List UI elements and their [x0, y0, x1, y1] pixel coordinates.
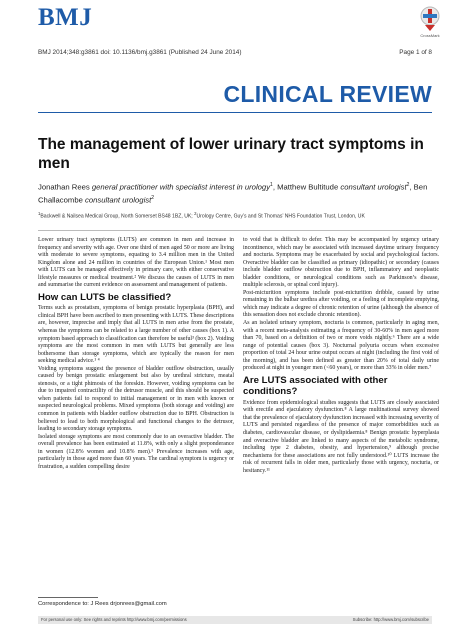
author-role: consultant urologist: [340, 182, 407, 192]
author-name: Ben Challacombe: [38, 182, 428, 205]
body-paragraph: Lower urinary tract symptoms (LUTS) are common in men and increase in frequency and severity with age. Over one third of men aged 50 or more are living with moderate to severe symptoms, equating to 3.4 million men in the United Kingdom alone and 24 million in countries of the European Union.¹ Most men with LUTS can be managed effectively in primary care, with either conservative lifestyle measures or medical treatment.² We discuss the causes of LUTS in men and summarise the current evidence on assessment and management of patients.: [38, 237, 234, 289]
article-title: The management of lower urinary tract symptoms in men: [38, 136, 424, 172]
section-divider: [38, 112, 432, 113]
body-column-right: [243, 237, 439, 475]
body-column-left: [38, 237, 234, 471]
affiliations: [38, 210, 438, 221]
author-role: general practitioner with specialist interest in urology: [91, 182, 271, 192]
article-citation[interactable]: BMJ 2014;348:g3861 doi: 10.1136/bmj.g3861 (Published 24 June 2014): [38, 49, 242, 56]
body-paragraph: As an isolated urinary symptom, nocturia is common, particularly in aging men, with a recent meta-analysis estimating a frequency of 30-60% in men aged more than 70, based on a definition of two or more voids nightly.⁶ There are a wide range of potential causes (box 3). Nocturnal polyuria occurs when excessive proportion of total 24 hour urine output occurs at night (including the first void of the morning), and has been defined as greater than 20% of total daily urine produced at night in younger men (<60 years), or more than 33% in older men.⁷: [243, 320, 439, 372]
page-number: Page 1 of 8: [399, 49, 432, 56]
permissions-link[interactable]: For personal use only: See rights and reprints http://www.bmj.com/permissions: [41, 617, 187, 622]
body-paragraph: to void that is difficult to defer. This may be accompanied by urgency urinary incontinence, which may be associated with increased daytime urinary frequency and nocturia. Symptoms may be exacerbated by social and psychological factors. Overactive bladder can be classified as primary (idiopathic) or secondary (causes include bladder outflow obstruction due to BPH, inflammatory and neoplastic bladder conditions, or neurological conditions such as Parkinson’s disease, multiple sclerosis, or spinal cord injury).: [243, 237, 439, 289]
correspondence-note[interactable]: Correspondence to: J Rees drjonrees@gmail.com: [38, 601, 167, 607]
section-heading: Are LUTS associated with other conditions?: [243, 374, 388, 398]
author-role: consultant urologist: [85, 195, 152, 205]
affiliation-divider: [38, 230, 432, 231]
crossmark-label: CrossMark: [420, 33, 440, 38]
journal-logo: BMJ: [38, 4, 93, 31]
body-paragraph: Voiding symptoms suggest the presence of bladder outflow obstruction, usually caused by benign prostatic enlargement but also by urethral stricture, meatal stenosis, or a tight phimosis of the foreskin. However, voiding symptoms can be due to impaired contractility of the detrusor muscle, and this should be suspected when patients fail to respond to initial management or in men with known or suspected neurological problems. Mixed symptoms (both storage and voiding) are common in patients with bladder outflow obstruction due to BPH. Obstruction is believed to lead to both morphological and functional changes to the detrusor, leading to secondary storage symptoms.: [38, 365, 234, 433]
body-paragraph: Evidence from epidemiological studies suggests that LUTS are closely associated with erectile and ejaculatory dysfunction.⁸ A large multinational survey showed that the prevalence of ejaculatory dysfunction increased with increasing severity of LUTS and persisted regardless of the presence of major comorbidities such as diabetes, cardiovascular disease, or dyslipidaemia.⁸ Benign prostatic hyperplasia and overactive bladder are linked to many aspects of the metabolic syndrome, including type 2 diabetes, obesity, and hypertension,⁹ although precise mechanisms for these associations are not fully understood.¹⁰ LUTS increase the risk of recurrent falls in older men, particularly those with urgency, nocturia, or hesitancy.¹¹: [243, 399, 439, 474]
section-heading: How can LUTS be classified?: [38, 291, 172, 303]
footnote-divider: [38, 597, 98, 598]
body-paragraph: Terms such as prostatism, symptoms of benign prostatic hyperplasia (BPH), and clinical BPH have been ascribed to men presenting with LUTS. These descriptions are, however, imprecise and imply that all LUTS in men arise from the prostate, whereas the symptoms can be related to a large number of other causes (box 1). A symptom based approach to classification can therefore be useful³ (box 2). Voiding symptoms are the most common in men with LUTS but generally are less bothersome than storage symptoms, which are typically the reason for men seeking medical advice.¹ ⁴: [38, 305, 234, 365]
body-paragraph: Post-micturition symptoms include post-micturition dribble, caused by urine remaining in the bulbar urethra after voiding, or a feeling of incomplete emptying, which may indicate a degree of chronic retention of urine (although the absence of this sensation does not exclude chronic retention).: [243, 289, 439, 319]
author-name: Jonathan Rees: [38, 182, 90, 192]
affiliation-1: Backwell & Nailsea Medical Group, North Somerset BS48 1BZ, UK;: [40, 213, 193, 220]
section-title: CLINICAL REVIEW: [223, 81, 432, 107]
body-paragraph: Isolated storage symptoms are most commonly due to an overactive bladder. The overall prevalence has been estimated at 11.8%, with only a slight preponderance in women (12.8% women and 10.8% men).⁵ Prevalence increases with age, particularly in those aged more than 60 years. The cardinal symptom is urgency or frustration, a sudden compelling desire: [38, 433, 234, 470]
affiliation-marker: 2: [194, 211, 197, 216]
affiliation-marker: 1: [270, 182, 273, 188]
affiliation-marker: 2: [406, 182, 410, 188]
affiliation-marker: 1: [38, 211, 41, 216]
author-name: Matthew Bultitude: [277, 182, 339, 192]
affiliation-2: Urology Centre, Guy’s and St Thomas’ NHS Foundation Trust, London, UK: [196, 213, 365, 220]
crossmark-icon[interactable]: [419, 6, 441, 32]
subscribe-link[interactable]: Subscribe: http://www.bmj.com/subscribe: [352, 617, 429, 622]
affiliation-marker: 2: [151, 195, 155, 202]
author-list: Jonathan Rees general practitioner with specialist interest in urology$^1$, Matthew Bultitude consultant urologist$^2$, Ben Challacombe consultant urologist$^2$: [38, 182, 428, 205]
page-footer: [38, 616, 432, 624]
